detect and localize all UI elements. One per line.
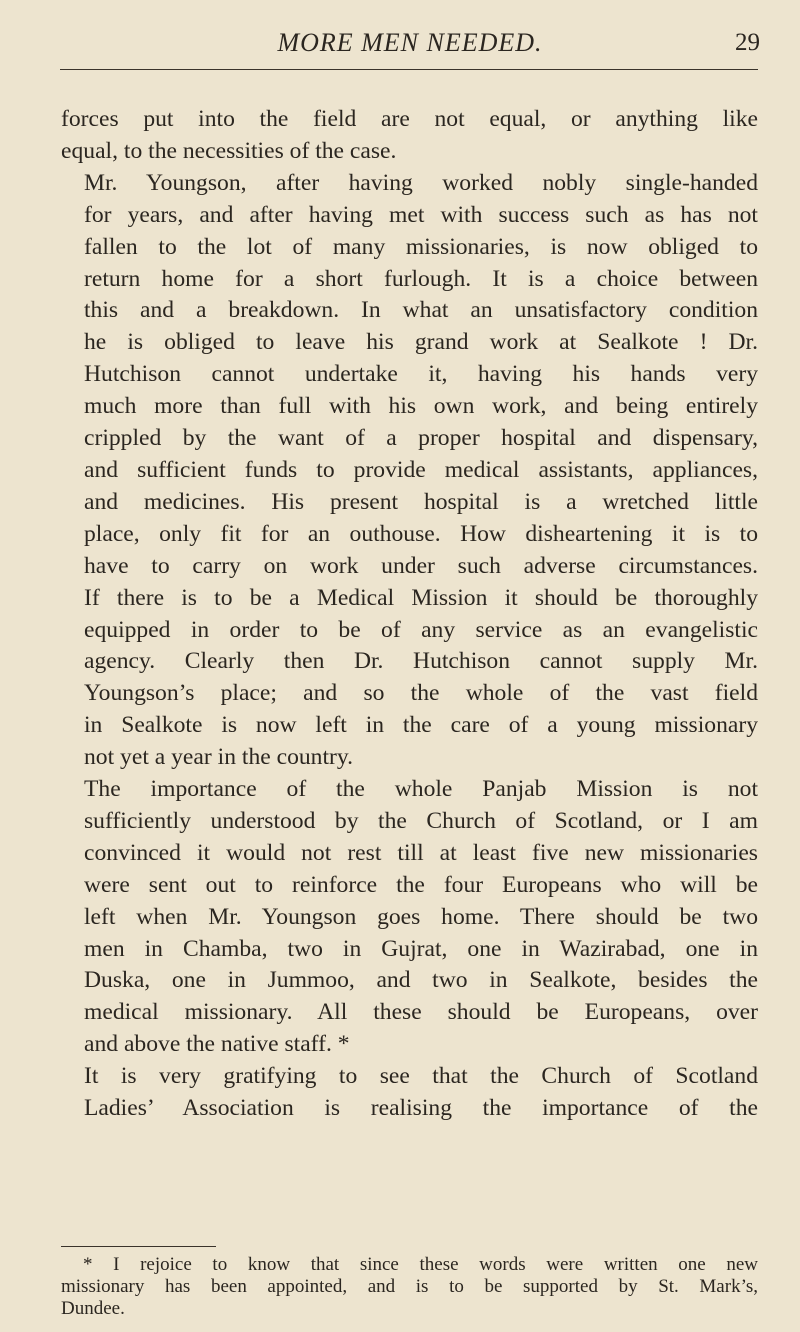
page-number: 29 <box>735 29 760 56</box>
text-line: were sent out to reinforce the four Europeans who will be <box>84 871 758 898</box>
text-line: left when Mr. Youngson goes home. There should be two <box>84 903 758 930</box>
text-line: return home for a short furlough. It is a choice between <box>84 265 758 292</box>
footnote-line: * I rejoice to know that since these words were written one new <box>83 1254 758 1275</box>
text-line: much more than full with his own work, and being entirely <box>84 393 758 420</box>
text-line: Mr. Youngson, after having worked nobly single-handed <box>84 169 758 196</box>
text-line: and sufficient funds to provide medical assistants, appliances, <box>84 456 758 483</box>
text-line: Youngson’s place; and so the whole of the vast field <box>84 680 758 707</box>
text-line: fallen to the lot of many missionaries, is now obliged to <box>84 233 758 260</box>
header-rule <box>60 69 758 70</box>
text-line: for years, and after having met with success such as has not <box>84 201 758 228</box>
text-line: The importance of the whole Panjab Mission is not <box>84 776 758 803</box>
text-line: place, only fit for an outhouse. How disheartening it is to <box>84 520 758 547</box>
text-line: medical missionary. All these should be Europeans, over <box>84 999 758 1026</box>
text-line: have to carry on work under such adverse circumstances. <box>84 552 758 579</box>
text-line: Ladies’ Association is realising the importance of the <box>84 1095 758 1122</box>
text-line: Duska, one in Jummoo, and two in Sealkote, besides the <box>84 967 758 994</box>
text-line: and above the native staff. * <box>84 1031 350 1058</box>
paragraph-3 <box>61 774 758 1061</box>
text-line: equipped in order to be of any service as an evangelistic <box>84 616 758 643</box>
text-line: he is obliged to leave his grand work at Sealkote ! Dr. <box>84 329 758 356</box>
text-line: If there is to be a Medical Mission it should be thoroughly <box>84 584 758 611</box>
paragraph-2 <box>61 168 758 774</box>
text-line: convinced it would not rest till at least five new missionaries <box>84 839 758 866</box>
text-line: men in Chamba, two in Gujrat, one in Wazirabad, one in <box>84 935 758 962</box>
body-text <box>61 104 758 1125</box>
footnote-line: missionary has been appointed, and is to be supported by St. Mark’s, <box>61 1276 758 1297</box>
text-line: this and a breakdown. In what an unsatisfactory condition <box>84 297 758 324</box>
footnote <box>61 1254 758 1320</box>
text-line: Hutchison cannot undertake it, having his hands very <box>84 361 758 388</box>
footnote-line: Dundee. <box>61 1298 125 1319</box>
text-line: not yet a year in the country. <box>84 744 354 771</box>
footnote-rule <box>61 1246 216 1247</box>
text-line: in Sealkote is now left in the care of a young missionary <box>84 712 758 739</box>
running-title: MORE MEN NEEDED. <box>277 28 543 57</box>
text-line: equal, to the necessities of the case. <box>61 137 397 164</box>
paragraph-4 <box>61 1061 758 1125</box>
text-line: agency. Clearly then Dr. Hutchison cannot supply Mr. <box>84 648 758 675</box>
text-line: and medicines. His present hospital is a wretched little <box>84 488 758 515</box>
text-line: It is very gratifying to see that the Church of Scotland <box>84 1063 758 1090</box>
text-line: crippled by the want of a proper hospital and dispensary, <box>84 425 758 452</box>
paragraph-1 <box>61 104 758 168</box>
running-head <box>60 28 760 68</box>
text-line: forces put into the field are not equal, or anything like <box>61 106 758 132</box>
text-line: sufficiently understood by the Church of Scotland, or I am <box>84 807 758 834</box>
